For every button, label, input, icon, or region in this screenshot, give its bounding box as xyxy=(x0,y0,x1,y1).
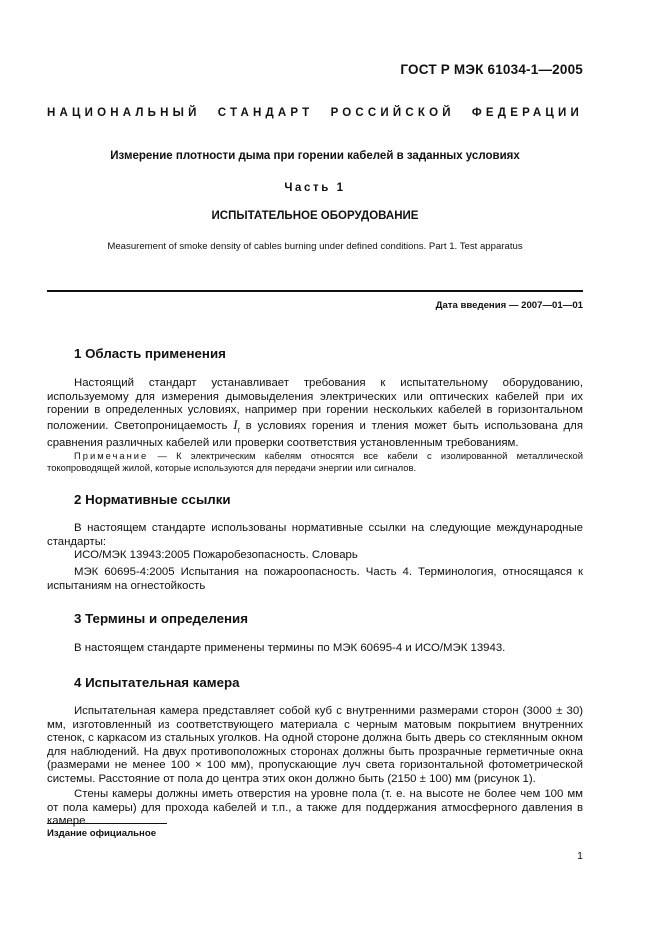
section-1-paragraph xyxy=(47,377,583,451)
section-3-text: В настоящем стандарте применены термины по МЭК 60695-4 и ИСО/МЭК 13943. xyxy=(74,642,506,654)
document-title: Измерение плотности дыма при горении кабелей в заданных условиях xyxy=(110,150,520,162)
section-1-note xyxy=(47,450,583,474)
section-2-intro: В настоящем стандарте использованы нормативные ссылки на следующие международные стандарты: xyxy=(47,522,583,548)
footer-divider xyxy=(47,823,167,824)
standard-banner xyxy=(47,107,583,119)
transmittance-symbol: $I_t$ xyxy=(233,416,240,435)
part-label: Часть 1 xyxy=(284,182,346,194)
banner-word: СТАНДАРТ xyxy=(217,107,314,119)
title-divider xyxy=(47,290,583,292)
section-4-paragraph-1: Испытательная камера представляет собой куб с внутренними размерами сторон (3000 ± 30) мм, изготовленный из соответствующего материала с черным матовым покрытием внутренних стенок, с каркасом из стальных уголков. На одной стороне должна быть дверь со стеклянным окном для наблюдений. На двух противоположных сторонах должны быть прозрачные герметичные окна (размерами не менее 100 × 100 мм), пропускающие луч света горизонтальной фотометрической системы. Расстояние от пола до центра этих окон должно быть (2150 ± 100) мм (рисунок 1). xyxy=(47,705,583,785)
banner-word: РОССИЙСКОЙ xyxy=(330,107,455,119)
reference-1: ИСО/МЭК 13943:2005 Пожаробезопасность. Словарь xyxy=(74,549,358,561)
section-1-text-a: Настоящий стандарт устанавливает требования к испытательному оборудованию, используемому для измерения дымовыделения электрических или оптических кабелей при их горении в определенных условиях, например при горении нескольких кабелей в горизонтальном положении. Светопроницаемость xyxy=(47,377,583,432)
section-4-paragraph-2: Стены камеры должны иметь отверстия на уровне пола (т. е. на высоте не более чем 100 мм от пола камеры) для прохода кабелей и т.п., а также для поддержания атмосферного давления в камере. xyxy=(47,788,583,828)
section-2-heading: 2 Нормативные ссылки xyxy=(74,492,231,507)
reference-2: МЭК 60695-4:2005 Испытания на пожароопасность. Часть 4. Терминология, относящаяся к испытаниям на огнестойкость xyxy=(47,566,583,592)
banner-word: ФЕДЕРАЦИИ xyxy=(471,107,583,119)
banner-word: НАЦИОНАЛЬНЫЙ xyxy=(47,107,201,119)
note-text: — К электрическим кабелям относятся все кабели с изолированной металлической токопроводящей жилой, которые используются для передачи энергии или сигналов. xyxy=(47,450,583,474)
document-code: ГОСТ Р МЭК 61034-1—2005 xyxy=(400,62,583,77)
section-1-text-b: в условиях горения и тления может быть использована для сравнения различных кабелей или проверки соответствия установленным требованиям. xyxy=(47,419,583,449)
note-label: Примечание xyxy=(74,450,149,461)
section-4-heading: 4 Испытательная камера xyxy=(74,675,240,690)
english-title: Measurement of smoke density of cables burning under defined conditions. Part 1. Test apparatus xyxy=(107,241,523,252)
edition-label: Издание официальное xyxy=(47,828,157,839)
section-3-heading: 3 Термины и определения xyxy=(74,611,248,626)
part-subtitle: ИСПЫТАТЕЛЬНОЕ ОБОРУДОВАНИЕ xyxy=(211,210,419,222)
page-number: 1 xyxy=(577,850,583,862)
introduction-date: Дата введения — 2007—01—01 xyxy=(435,300,583,311)
section-1-heading: 1 Область применения xyxy=(74,346,226,361)
